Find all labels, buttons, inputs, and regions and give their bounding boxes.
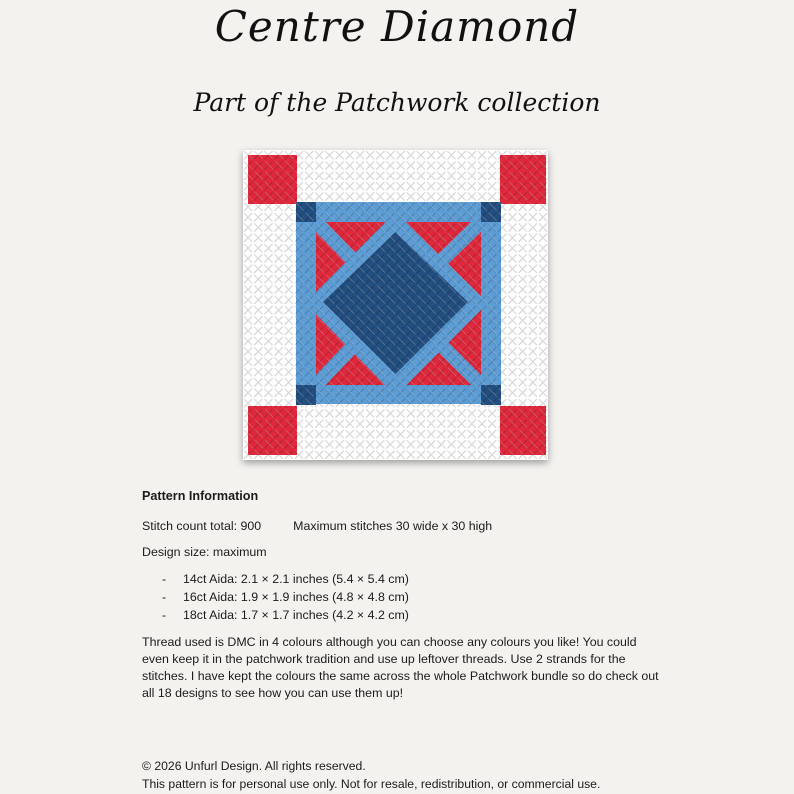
list-dash: - bbox=[162, 608, 167, 622]
pattern-info-heading: Pattern Information bbox=[142, 489, 259, 503]
pattern-title: Centre Diamond bbox=[214, 2, 580, 51]
cross-stitch-preview bbox=[243, 150, 548, 460]
design-size-label: Design size: maximum bbox=[142, 545, 267, 559]
list-dash: - bbox=[162, 572, 167, 586]
cross-stitch-grid bbox=[243, 150, 548, 460]
stitch-count-total: Stitch count total: 900 bbox=[142, 519, 262, 533]
collection-subtitle: Part of the Patchwork collection bbox=[193, 88, 601, 117]
aida-size-18ct: 18ct Aida: 1.7 × 1.7 inches (4.2 × 4.2 cm) bbox=[183, 608, 409, 622]
thread-description: Thread used is DMC in 4 colours although you can choose any colours you like! You could even keep it in the patchwork tradition and use up leftover threads. Use 2 strands for the stitches. I have kept the colours the same across the whole Patchwork bundle so do check out all 18 designs to see how you can use them up! bbox=[142, 635, 659, 700]
aida-size-16ct: 16ct Aida: 1.9 × 1.9 inches (4.8 × 4.8 cm) bbox=[183, 590, 409, 604]
list-dash: - bbox=[162, 590, 167, 604]
footer bbox=[142, 757, 782, 793]
stitch-count-line bbox=[142, 518, 492, 535]
copyright-notice: © 2026 Unfurl Design. All rights reserved. bbox=[142, 759, 366, 773]
pattern-information bbox=[142, 488, 662, 700]
license-notice: This pattern is for personal use only. Not for resale, redistribution, or commercial use. bbox=[142, 777, 601, 791]
maximum-stitches: Maximum stitches 30 wide x 30 high bbox=[293, 519, 493, 533]
aida-size-14ct: 14ct Aida: 2.1 × 2.1 inches (5.4 × 5.4 cm) bbox=[183, 572, 409, 586]
stitch-texture bbox=[243, 150, 548, 460]
